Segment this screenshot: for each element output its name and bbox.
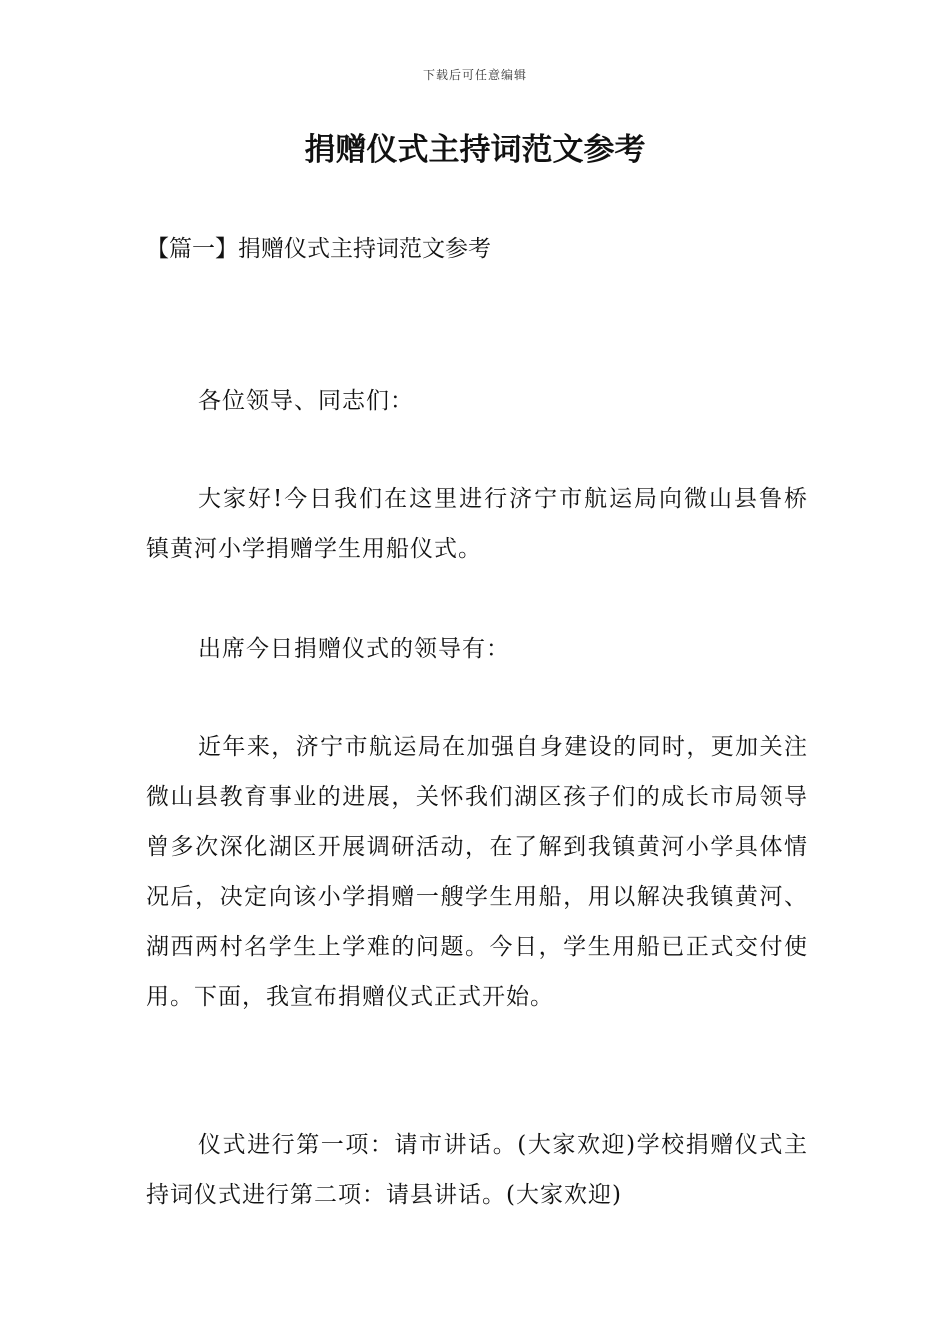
paragraph-background: 近年来，济宁市航运局在加强自身建设的同时，更加关注微山县教育事业的进展，关怀我们湖区孩子们的成长市局领导曾多次深化湖区开展调研活动，在了解到我镇黄河小学具体情况后，决定向该小学捐赠一艘学生用船，用以解决我镇黄河、湖西两村名学生上学难的问题。今日，学生用船已正式交付使用。下面，我宣布捐赠仪式正式开始。 [146,734,808,1010]
paragraph-welcome: 大家好!今日我们在这里进行济宁市航运局向微山县鲁桥镇黄河小学捐赠学生用船仪式。 [146,486,808,562]
paragraph-greeting: 各位领导、同志们： [198,388,414,414]
paragraph-attendees: 出席今日捐赠仪式的领导有： [198,636,510,662]
paragraph-agenda: 仪式进行第一项：请市讲话。(大家欢迎)学校捐赠仪式主持词仪式进行第二项：请县讲话。(大家欢迎) [146,1132,808,1208]
header-note: 下载后可任意编辑 [422,68,527,82]
section-heading: 【篇一】捐赠仪式主持词范文参考 [146,236,491,262]
document-title: 捐赠仪式主持词范文参考 [304,132,646,168]
